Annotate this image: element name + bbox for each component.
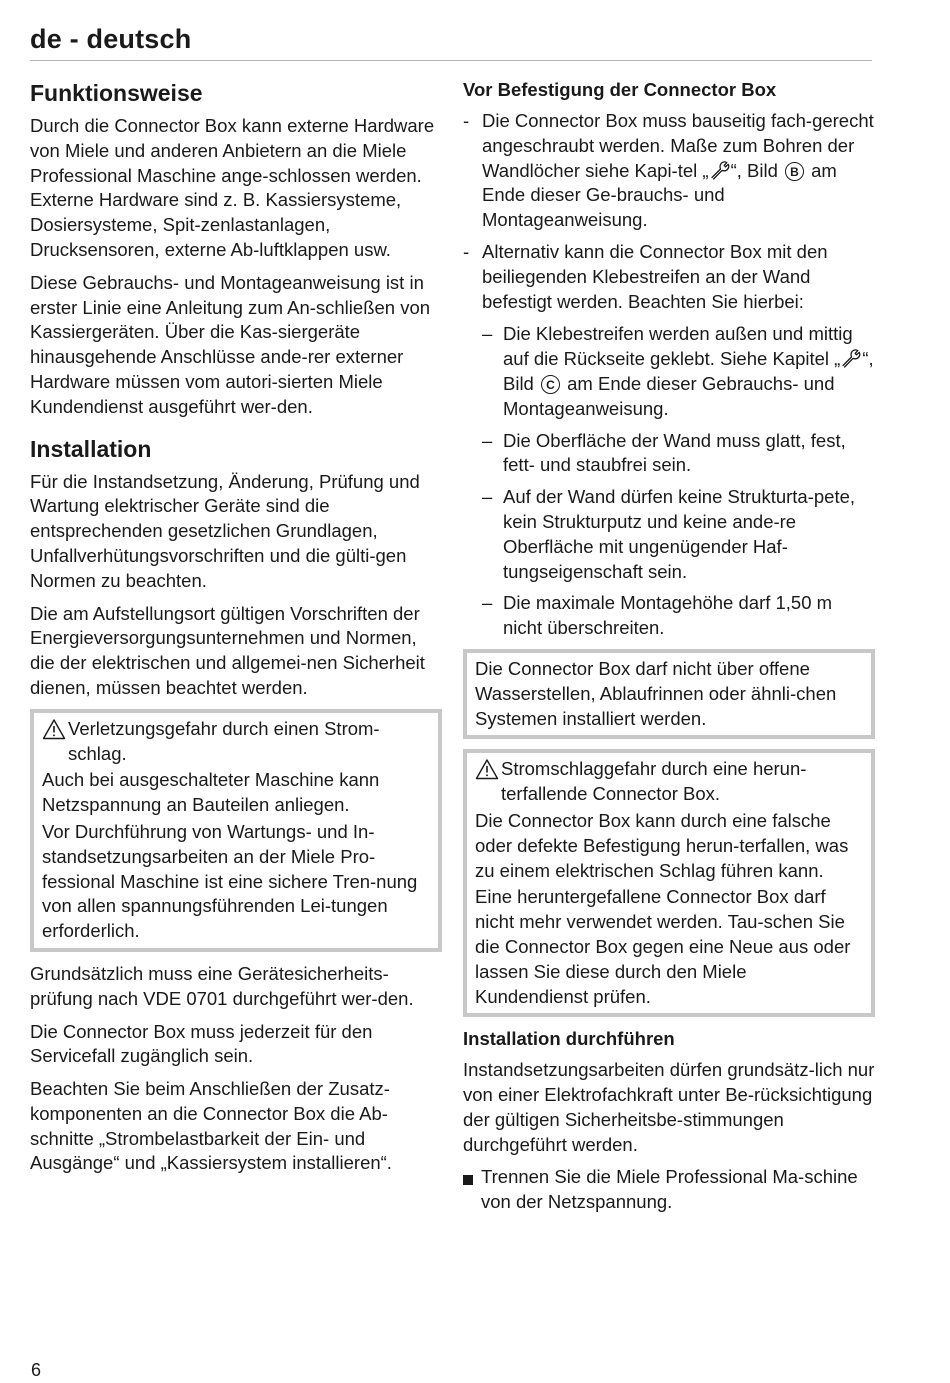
steps-list (463, 1165, 875, 1215)
note-box (463, 649, 875, 739)
paragraph: Die Connector Box muss jederzeit für den Servicefall zugänglich sein. (30, 1020, 373, 1067)
left-column (30, 74, 442, 1184)
befestigung-list (463, 109, 875, 314)
note-text: Die Connector Box darf nicht über offene Wasserstellen, Ablaufrinnen oder ähnli-chen Systemen installiert werden. (475, 657, 837, 729)
warning-text: Auch bei ausgeschalteter Maschine kann Netzspannung an Bauteilen anliegen. (42, 769, 380, 816)
warning-box-falling-box (463, 749, 875, 1017)
step-item: Trennen Sie die Miele Professional Ma-schine von der Netzspannung. (463, 1165, 875, 1215)
paragraph: Für die Instandsetzung, Änderung, Prüfung und Wartung elektrischer Geräte sind die entsprechenden gesetzlichen Grundlagen, Unfallverhütungsvorschriften und die gülti-gen Normen zu beachten. (30, 470, 420, 591)
warning-title: Verletzungsgefahr durch einen Strom-schlag. (68, 717, 380, 764)
wrench-icon (709, 160, 731, 180)
sublist-item: – Die Oberfläche der Wand muss glatt, fest, fett- und staubfrei sein. (482, 429, 846, 476)
sublist-item: – Auf der Wand dürfen keine Strukturta-pete, kein Strukturputz und keine ande-re Oberfläche mit ungenügender Haf-tungseigenschaft sein. (482, 486, 856, 582)
right-column (463, 74, 875, 1223)
sublist-item: – Die Klebestreifen werden außen und mittig auf die Rückseite geklebt. Siehe Kapitel „ “, Bild C am Ende dieser Gebrauchs- und Montageanweisung. (482, 323, 874, 419)
paragraph: Grundsätzlich muss eine Gerätesicherheits-prüfung nach VDE 0701 durchgeführt wer-den. (30, 962, 414, 1009)
language-label: de - deutsch (30, 24, 192, 54)
section-heading-befestigung: Vor Befestigung der Connector Box (463, 79, 777, 100)
warning-triangle-icon (42, 718, 66, 740)
warning-title: Stromschlaggefahr durch eine herun-terfallende Connector Box. (501, 758, 807, 805)
endash-marker: – (482, 429, 493, 451)
warning-title-row (42, 717, 430, 767)
section-heading-installation: Installation (30, 435, 152, 462)
befestigung-sublist (463, 322, 875, 641)
warning-title-row (475, 757, 863, 807)
warning-text: Eine heruntergefallene Connector Box darf nicht mehr verwendet werden. Tau-schen Sie die Connector Box gegen eine Neue aus oder lassen Sie diese durch den Miele Kundendienst prüfen. (475, 886, 851, 1007)
section-heading-funktionsweise: Funktionsweise (30, 80, 203, 106)
endash-marker: – (482, 486, 493, 508)
page-number: 6 (31, 1360, 42, 1380)
page-header (30, 18, 872, 61)
list-item: - Die Connector Box muss bauseitig fach-gerecht angeschraubt werden. Maße zum Bohren der Wandlöcher siehe Kapi-tel „ “, Bild B am Ende dieser Ge-brauchs- und Montageanweisung. (463, 110, 874, 231)
paragraph: Durch die Connector Box kann externe Hardware von Miele und anderen Anbietern an die Miele Professional Maschine ange-schlossen werden. Externe Hardware sind z. B. Kassiersysteme, Dosiersysteme, Spit-zenlastanlagen, Drucksensoren, externe Ab-luftklappen usw. (30, 115, 435, 260)
sublist-item: – Die maximale Montagehöhe darf 1,50 m nicht überschreiten. (482, 592, 833, 639)
endash-marker: – (482, 323, 493, 345)
warning-box-electric-shock (30, 709, 442, 952)
paragraph: Diese Gebrauchs- und Montageanweisung ist in erster Linie eine Anleitung zum An-schließen von Kassiergeräten. Über die Kas-siergeräte hinausgehende Anschlüsse ande-rer externer Hardware müssen vom autori-sierten Miele Kundendienst ausgeführt wer-den. (30, 271, 431, 417)
figure-label-c: C (541, 375, 560, 394)
warning-text: Vor Durchführung von Wartungs- und In-standsetzungsarbeiten an der Miele Pro-fessional Maschine ist eine sichere Tren-nung von allen spannungsführenden Lei-tungen erforderlich. (42, 820, 418, 942)
warning-text: Die Connector Box kann durch eine falsche oder defekte Befestigung herun-terfallen, was zu einem elektrischen Schlag führen kann. (475, 809, 849, 881)
dash-marker: - (463, 240, 470, 262)
dash-marker: - (463, 110, 470, 131)
square-bullet-icon (463, 1175, 473, 1185)
paragraph: Instandsetzungsarbeiten dürfen grundsätz-lich nur von einer Elektrofachkraft unter Be-rücksichtigung der gültigen Sicherheitsbe-stimmungen durchgeführt werden. (463, 1059, 875, 1155)
section-heading-durchfuehren: Installation durchführen (463, 1028, 675, 1050)
paragraph: Beachten Sie beim Anschließen der Zusatz-komponenten an die Connector Box die Ab-schnitte „Strombelastbarkeit der Ein- und Ausgänge“ und „Kassiersystem installieren“. (30, 1078, 392, 1174)
list-item: - Alternativ kann die Connector Box mit den beiliegenden Klebestreifen an der Wand befestigt werden. Beachten Sie hierbei: (463, 240, 828, 312)
figure-label-b: B (785, 162, 804, 181)
wrench-icon (840, 348, 862, 368)
endash-marker: – (482, 592, 493, 614)
warning-triangle-icon (475, 758, 499, 780)
paragraph: Die am Aufstellungsort gültigen Vorschriften der Energieversorgungsunternehmen und Normen, die der elektrischen und allgemei-nen Sicherheit dienen, müssen beachtet werden. (30, 602, 425, 698)
